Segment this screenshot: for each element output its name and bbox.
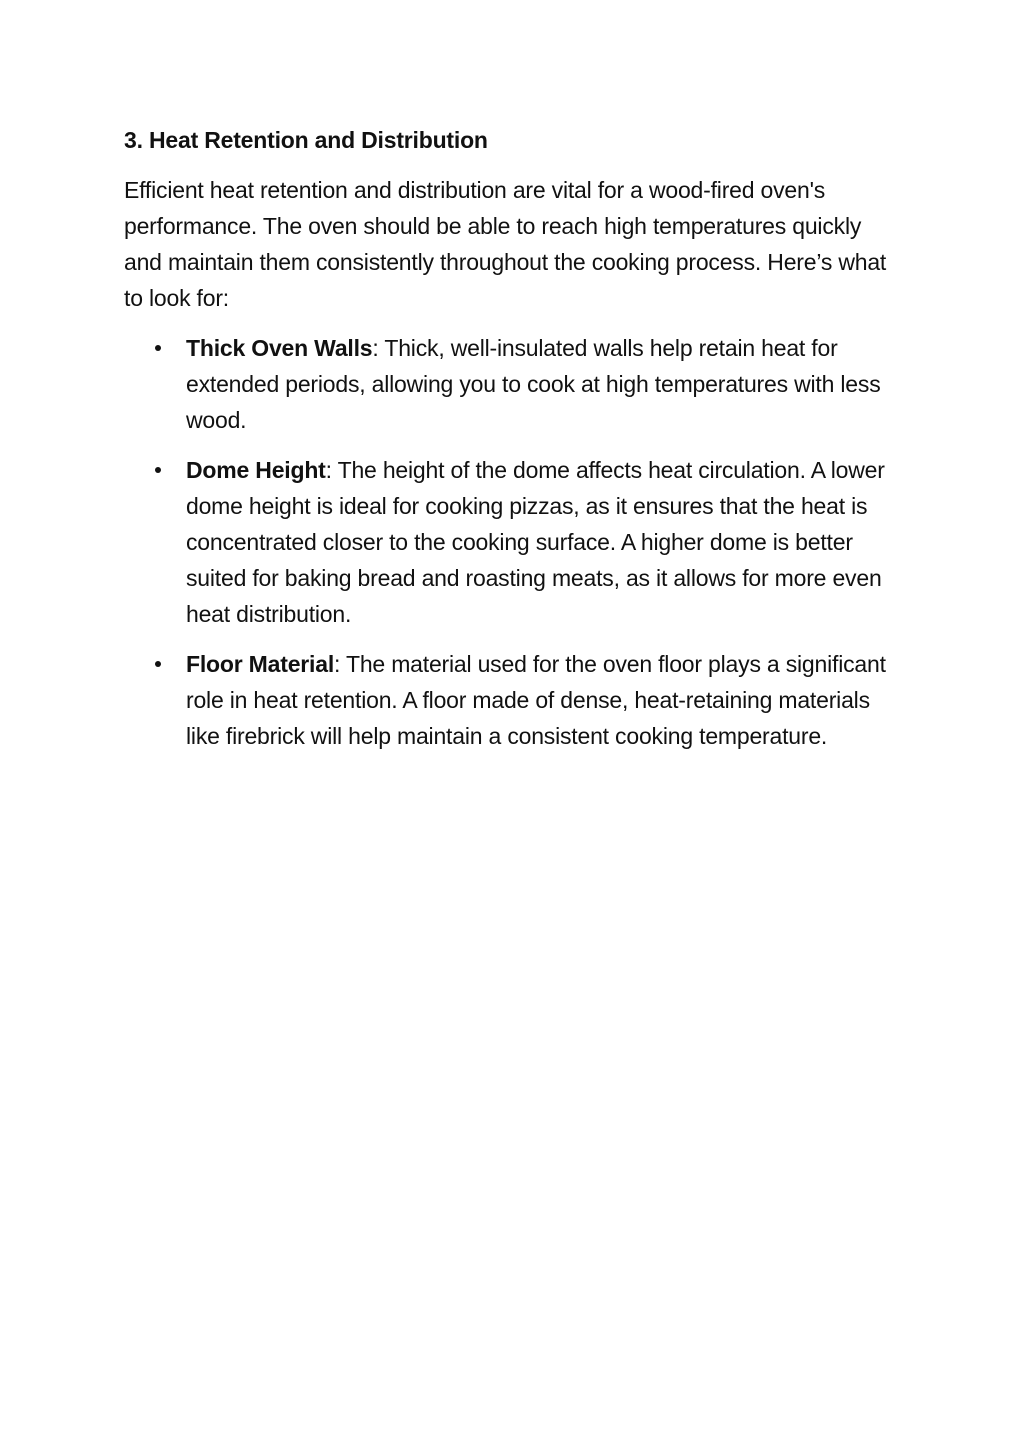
bullet-term: Floor Material xyxy=(186,651,335,677)
bullet-dot-icon xyxy=(155,467,161,473)
bullet-list xyxy=(124,330,894,754)
bullet-term: Dome Height xyxy=(186,457,326,483)
document-page xyxy=(124,122,894,768)
bullet-dot-icon xyxy=(155,661,161,667)
bullet-term: Thick Oven Walls xyxy=(186,335,373,361)
bullet-dot-icon xyxy=(155,345,161,351)
bullet-text: : The material used for the oven floor plays a significant role in heat retention. A floor made of dense, heat-retaining materials like firebrick will help maintain a consistent cooking temperature. xyxy=(186,651,886,749)
bullet-item-dome-height xyxy=(124,452,894,632)
bullet-text: : Thick, well-insulated walls help retain heat for extended periods, allowing you to cook at high temperatures with less wood. xyxy=(186,335,881,433)
section-heading: 3. Heat Retention and Distribution xyxy=(124,127,488,153)
bullet-text: : The height of the dome affects heat circulation. A lower dome height is ideal for cooking pizzas, as it ensures that the heat is concentrated closer to the cooking surface. A higher dome is better suited for baking bread and roasting meats, as it allows for more even heat distribution. xyxy=(186,457,885,627)
bullet-item-thick-oven-walls xyxy=(124,330,894,438)
bullet-item-floor-material xyxy=(124,646,894,754)
intro-paragraph: Efficient heat retention and distribution are vital for a wood-fired oven's performance. The oven should be able to reach high temperatures quickly and maintain them consistently throughout the cooking process. Here’s what to look for: xyxy=(124,177,887,311)
